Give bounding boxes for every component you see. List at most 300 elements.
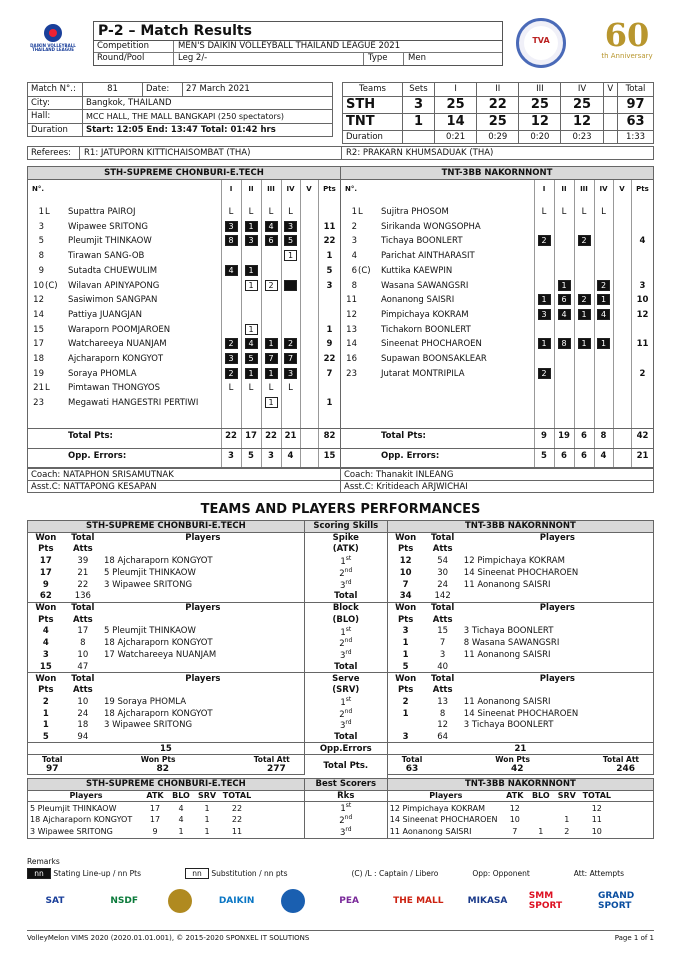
set-points: 1 bbox=[538, 338, 551, 349]
total-value: 6 bbox=[581, 431, 587, 441]
set-cell bbox=[574, 337, 594, 351]
duration-cell: 0:23 bbox=[561, 130, 603, 144]
set-points: 7 bbox=[265, 353, 278, 364]
libero-mark: L bbox=[268, 383, 274, 394]
referees-row bbox=[27, 146, 654, 160]
set-points: 4 bbox=[597, 309, 610, 320]
rank: 2 bbox=[339, 639, 345, 650]
legend-start-chip: nn bbox=[27, 868, 51, 879]
best-team-right: TNT-3BB NAKORNNONT bbox=[387, 778, 653, 790]
best-left-row bbox=[28, 802, 305, 814]
away-asst-coach: Asst.C: Kritideach ARJWICHAI bbox=[341, 481, 654, 493]
player-row bbox=[28, 396, 340, 410]
col-players: Players bbox=[102, 532, 304, 544]
total-value: 8 bbox=[600, 431, 607, 441]
col-header: IV bbox=[599, 185, 608, 193]
player-row bbox=[341, 264, 653, 278]
rank: 1 bbox=[340, 697, 346, 708]
col-atts: Atts bbox=[72, 614, 93, 625]
col-pts: Pts bbox=[28, 684, 64, 696]
set-cell bbox=[534, 205, 554, 219]
player-name: Soraya PHOMLA bbox=[68, 368, 137, 379]
best-row bbox=[390, 791, 651, 800]
best-value: 12 bbox=[509, 803, 520, 813]
set-cell bbox=[281, 220, 300, 234]
best-value: 1 bbox=[204, 803, 210, 813]
set-cell bbox=[261, 337, 281, 351]
perf-team-left: STH-SUPREME CHONBURI-E.TECH bbox=[28, 521, 305, 533]
set-cell bbox=[554, 293, 574, 307]
player-row bbox=[28, 352, 340, 366]
perf-cell bbox=[102, 614, 304, 626]
skill-total: 3 bbox=[387, 731, 423, 743]
total-value: 42 bbox=[636, 431, 649, 441]
perf-row bbox=[28, 743, 654, 755]
best-col-header: SRV bbox=[197, 791, 217, 801]
sat-logo: SAT bbox=[45, 896, 65, 906]
best-value: 17 bbox=[149, 815, 161, 825]
col-players: Players bbox=[462, 673, 654, 685]
set-points: 2 bbox=[538, 368, 551, 379]
rank-suffix: nd bbox=[344, 814, 353, 821]
the-mall-logo: THE MALL bbox=[393, 896, 444, 906]
set-points: 1 bbox=[245, 221, 258, 232]
player-number: 8 bbox=[351, 280, 357, 291]
totals-left bbox=[28, 754, 305, 774]
best-value: 14 Sineenat PHOCHAROEN bbox=[389, 815, 498, 825]
won-pts: 1 bbox=[402, 650, 409, 661]
score-cell: 63 bbox=[618, 113, 654, 130]
best-value: 9 bbox=[152, 827, 158, 837]
score-header: Total bbox=[618, 83, 654, 97]
set-cell bbox=[574, 205, 594, 219]
best-col-header: ATK bbox=[146, 791, 164, 801]
libero-mark: L bbox=[601, 207, 606, 217]
total-pts-label: Total Pts. bbox=[304, 754, 387, 778]
legend-sub: Substitution / nn pts bbox=[211, 869, 288, 878]
perf-row bbox=[28, 567, 654, 579]
player: 5 Pleumjit THINKAOW bbox=[102, 567, 304, 579]
totals-att: 277 bbox=[266, 763, 286, 774]
set-points: 8 bbox=[558, 338, 571, 349]
duration-cell: 1:33 bbox=[618, 130, 654, 144]
best-value: 18 Ajcharaporn KONGYOT bbox=[30, 815, 133, 825]
player-name: Parichat AINTHARASIT bbox=[381, 251, 475, 262]
player: 19 Soraya PHOMLA bbox=[102, 696, 304, 708]
set-points: 6 bbox=[265, 235, 278, 246]
set-cell bbox=[261, 205, 281, 219]
player: 3 Wipawee SRITONG bbox=[102, 719, 304, 731]
skill-total: 142 bbox=[423, 591, 461, 603]
set-cell bbox=[281, 381, 300, 395]
best-value: 10 bbox=[591, 827, 602, 837]
set-cell bbox=[281, 279, 300, 293]
set-points: 1 bbox=[245, 324, 258, 335]
player: 3 Wipawee SRITONG bbox=[102, 579, 304, 591]
col-atts: Atts bbox=[72, 685, 93, 696]
perf-cell bbox=[102, 684, 304, 696]
player: 12 Pimpichaya KOKRAM bbox=[462, 555, 654, 567]
rank-suffix: rd bbox=[345, 825, 352, 833]
col-won: Won bbox=[387, 673, 423, 685]
score-cell: 1 bbox=[403, 113, 435, 130]
set-points: 4 bbox=[225, 265, 238, 276]
set-points: 1 bbox=[578, 309, 591, 320]
player-number: 4 bbox=[351, 251, 357, 262]
total-atts: 10 bbox=[77, 696, 89, 707]
col-total: Total bbox=[64, 673, 102, 685]
set-points: 4 bbox=[245, 338, 258, 349]
coaches-table bbox=[27, 468, 654, 493]
perf-row bbox=[28, 814, 654, 826]
rank-cell bbox=[304, 814, 387, 826]
won-pts: 1 bbox=[402, 638, 409, 649]
royal-emblem-logo-mark bbox=[168, 889, 192, 913]
duration-label: Duration bbox=[28, 123, 83, 137]
set-cell bbox=[554, 308, 574, 322]
player-points: 4 bbox=[639, 236, 646, 247]
won-pts: 17 bbox=[28, 555, 64, 567]
performance-table bbox=[27, 520, 654, 839]
best-col-header: Players bbox=[69, 791, 103, 801]
player-number: 1 bbox=[38, 207, 44, 217]
duration-row-label: Duration bbox=[343, 130, 403, 144]
legend-att: Att: Attempts bbox=[573, 869, 624, 878]
best-right-row bbox=[387, 802, 653, 814]
lineup-grid bbox=[341, 180, 653, 467]
perf-row bbox=[28, 591, 654, 603]
set-points bbox=[284, 280, 297, 291]
libero-mark: L bbox=[228, 207, 234, 217]
set-points: 1 bbox=[538, 294, 551, 305]
perf-cell bbox=[102, 731, 304, 743]
player-number: 11 bbox=[346, 295, 357, 306]
best-value: 4 bbox=[178, 815, 184, 825]
col-total: Total bbox=[64, 532, 102, 544]
player-row bbox=[341, 308, 653, 322]
col-header: II bbox=[248, 185, 254, 193]
libero-mark: L bbox=[248, 383, 254, 394]
score-cell: 12 bbox=[519, 113, 561, 130]
player-number: 8 bbox=[38, 251, 44, 262]
set-cell bbox=[221, 264, 241, 278]
libero-mark: L bbox=[248, 207, 254, 217]
score-cell: 25 bbox=[477, 113, 519, 130]
set-cell bbox=[594, 308, 613, 322]
set-points: 1 bbox=[558, 280, 571, 291]
best-team-left: STH-SUPREME CHONBURI-E.TECH bbox=[28, 778, 305, 790]
player: 11 Aonanong SAISRI bbox=[462, 696, 654, 708]
score-header: III bbox=[519, 83, 561, 97]
score-header: V bbox=[603, 83, 617, 97]
set-points: 2 bbox=[578, 294, 591, 305]
player-name: Tichaya BOONLERT bbox=[381, 236, 463, 247]
skill-total: 136 bbox=[64, 591, 102, 603]
home-asst-coach: Asst.C: NATTAPONG KESAPAN bbox=[28, 481, 341, 493]
player-name: Sujitra PHOSOM bbox=[381, 207, 449, 217]
duration-cell bbox=[603, 130, 617, 144]
perf-row bbox=[28, 696, 654, 708]
player-row bbox=[28, 323, 340, 337]
perf-row bbox=[28, 673, 654, 685]
skill-total: 62 bbox=[28, 591, 64, 603]
set-cell bbox=[241, 323, 261, 337]
set-points: 1 bbox=[245, 280, 258, 291]
perf-row bbox=[28, 544, 654, 556]
col-players: Players bbox=[462, 602, 654, 614]
best-col-header: BLO bbox=[172, 791, 190, 801]
set-cell bbox=[534, 367, 554, 381]
col-players: Players bbox=[102, 673, 304, 685]
set-points: 1 bbox=[284, 250, 297, 261]
rank-suffix: st bbox=[345, 625, 352, 633]
set-points: 1 bbox=[245, 368, 258, 379]
perf-cell bbox=[462, 684, 654, 696]
player-row bbox=[341, 323, 653, 337]
player-number: 12 bbox=[346, 309, 357, 320]
player: 8 Wasana SAWANGSRI bbox=[462, 637, 654, 649]
libero-mark: L bbox=[541, 207, 547, 217]
perf-row bbox=[28, 684, 654, 696]
player-role: L bbox=[45, 383, 50, 394]
won-pts: 17 bbox=[28, 567, 64, 579]
totals-att-label: Total Att bbox=[602, 754, 639, 764]
player-number: 14 bbox=[346, 339, 357, 350]
perf-row bbox=[28, 708, 654, 720]
perf-row bbox=[28, 719, 654, 731]
duration-cell: 0:29 bbox=[477, 130, 519, 144]
best-row bbox=[30, 804, 302, 813]
total-value: 6 bbox=[561, 451, 567, 461]
set-cell bbox=[281, 367, 300, 381]
score-cell: 97 bbox=[618, 96, 654, 113]
fivb-logo-mark bbox=[281, 889, 305, 913]
city: Bangkok, THAILAND bbox=[83, 96, 333, 110]
player-name: Wipawee SRITONG bbox=[68, 221, 148, 232]
set-cell bbox=[241, 337, 261, 351]
set-points: 1 bbox=[265, 338, 278, 349]
won-pts: 3 bbox=[28, 649, 64, 661]
best-value bbox=[528, 815, 554, 824]
daikin-logo: DAIKIN bbox=[218, 896, 255, 906]
total-atts: 15 bbox=[437, 626, 449, 637]
col-header: V bbox=[619, 185, 625, 193]
set-cell bbox=[594, 337, 613, 351]
col-won: Won bbox=[28, 532, 64, 544]
player-points: 22 bbox=[323, 354, 336, 364]
perf-row bbox=[28, 555, 654, 567]
team-name: TNT-3BB NAKORNNONT bbox=[341, 167, 653, 180]
rank-cell bbox=[304, 826, 387, 838]
player-name: Kuttika KAEWPIN bbox=[381, 265, 453, 276]
total-value: 22 bbox=[265, 431, 277, 441]
best-right-row bbox=[387, 814, 653, 826]
player-name: Supattra PAIROJ bbox=[68, 207, 136, 217]
player: 14 Sineenat PHOCHAROEN bbox=[462, 708, 654, 720]
total-value: 19 bbox=[558, 431, 570, 441]
match-info-table bbox=[27, 82, 333, 137]
player: 18 Ajcharaporn KONGYOT bbox=[102, 555, 304, 567]
set-cell bbox=[221, 352, 241, 366]
rank-suffix: rd bbox=[345, 649, 352, 657]
best-value: 11 Aonanong SAISRI bbox=[389, 827, 472, 837]
remarks bbox=[27, 857, 654, 879]
date-label: Date: bbox=[143, 83, 183, 97]
best-value: 1 bbox=[538, 827, 544, 837]
score-cell bbox=[603, 96, 617, 113]
remarks-label: Remarks bbox=[27, 857, 60, 866]
round-value: Leg 2/- bbox=[174, 53, 364, 65]
col-total: Total bbox=[423, 673, 461, 685]
hall-label: Hall: bbox=[28, 110, 83, 124]
best-header-left bbox=[28, 790, 305, 802]
player-row bbox=[28, 264, 340, 278]
perf-team-right: TNT-3BB NAKORNNONT bbox=[387, 521, 653, 533]
player: 3 Tichaya BOONLERT bbox=[462, 626, 654, 638]
perf-row bbox=[28, 614, 654, 626]
totals-values bbox=[390, 764, 651, 774]
best-value: 17 bbox=[149, 803, 161, 813]
total-label: Total bbox=[304, 731, 387, 743]
best-value: 1 bbox=[564, 815, 570, 825]
legend-sub-chip: nn bbox=[185, 868, 209, 879]
col-header: N°. bbox=[32, 185, 45, 193]
player-row bbox=[28, 249, 340, 263]
player-row bbox=[28, 337, 340, 351]
set-points: 1 bbox=[578, 338, 591, 349]
totals-wonpts: 42 bbox=[511, 763, 524, 774]
player-row bbox=[28, 279, 340, 293]
skill-name: Spike bbox=[304, 532, 387, 544]
perf-row bbox=[28, 626, 654, 638]
total-atts: 7 bbox=[439, 638, 446, 649]
duration-cell: 0:21 bbox=[435, 130, 477, 144]
rank-cell bbox=[304, 626, 387, 638]
player-name: Pattiya JUANGJAN bbox=[68, 309, 142, 320]
won-pts: 1 bbox=[402, 708, 409, 719]
player-name: Megawati HANGESTRI PERTIWI bbox=[68, 398, 199, 409]
player-number: 16 bbox=[346, 354, 357, 364]
score-cell: 25 bbox=[435, 96, 477, 113]
referees-label: Referees: bbox=[28, 147, 80, 159]
score-cell: 25 bbox=[519, 96, 561, 113]
match-date: 27 March 2021 bbox=[183, 83, 333, 97]
set-cell bbox=[221, 337, 241, 351]
player-number: 19 bbox=[33, 368, 44, 379]
set-points: 2 bbox=[538, 235, 551, 246]
best-value: 1 bbox=[204, 815, 210, 825]
grand-sport-logo: GRAND SPORT bbox=[597, 891, 635, 911]
player-points: 2 bbox=[639, 368, 646, 379]
won-pts bbox=[387, 719, 423, 731]
association-seal bbox=[516, 18, 566, 68]
set-cell bbox=[221, 220, 241, 234]
best-row bbox=[30, 815, 302, 824]
total-value: 21 bbox=[284, 431, 297, 441]
col-atts: Atts bbox=[432, 614, 453, 625]
player: 11 Aonanong SAISRI bbox=[462, 649, 654, 661]
total-value: 5 bbox=[248, 451, 254, 461]
best-value: 5 Pleumjit THINKAOW bbox=[30, 803, 117, 813]
best-value: 10 bbox=[509, 815, 520, 825]
player-name: Tirawan SANG-OB bbox=[68, 251, 145, 262]
won-pts: 10 bbox=[399, 568, 412, 579]
perf-row bbox=[28, 579, 654, 591]
rks-label: Rks bbox=[304, 790, 387, 802]
sponsor-bar bbox=[27, 882, 654, 920]
perf-cell bbox=[102, 661, 304, 673]
set-cell bbox=[574, 234, 594, 248]
total-atts: 30 bbox=[437, 568, 449, 579]
lineup-total-row bbox=[341, 448, 653, 463]
best-value: 7 bbox=[512, 827, 518, 837]
col-header: I bbox=[542, 185, 546, 193]
player-row bbox=[341, 234, 653, 248]
player-number: 13 bbox=[346, 324, 357, 335]
best-value: 22 bbox=[231, 803, 243, 813]
skill-total: 5 bbox=[387, 661, 423, 673]
col-header: II bbox=[561, 185, 567, 193]
player-name: Pimtawan THONGYOS bbox=[68, 383, 160, 394]
player: 11 Aonanong SAISRI bbox=[462, 579, 654, 591]
lineup-total-row bbox=[28, 448, 340, 463]
league-logo-text: DAIKIN VOLLEYBALL THAILAND LEAGUE bbox=[30, 43, 76, 52]
skill-total: 5 bbox=[28, 731, 64, 743]
best-value: 12 Pimpichaya KOKRAM bbox=[389, 803, 485, 813]
set-points: 2 bbox=[265, 280, 278, 291]
libero-mark: L bbox=[268, 207, 274, 217]
perf-row bbox=[28, 731, 654, 743]
total-value: 3 bbox=[268, 451, 274, 461]
total-label: Total Pts: bbox=[68, 431, 113, 441]
col-header: I bbox=[229, 185, 233, 193]
set-cell bbox=[281, 352, 300, 366]
total-atts: 39 bbox=[77, 556, 89, 567]
rank-cell bbox=[304, 567, 387, 579]
won-pts: 2 bbox=[28, 696, 64, 708]
referee-1: R1: JATUPORN KITTICHAISOMBAT (THA) bbox=[80, 147, 342, 159]
set-cell bbox=[574, 308, 594, 322]
rank-suffix: st bbox=[345, 802, 352, 810]
player: 14 Sineenat PHOCHAROEN bbox=[462, 567, 654, 579]
total-label: Total bbox=[304, 591, 387, 603]
total-value: 4 bbox=[287, 451, 294, 461]
team-lineup-home bbox=[28, 167, 340, 467]
libero-mark: L bbox=[228, 383, 234, 394]
player-row bbox=[341, 279, 653, 293]
set-cell bbox=[221, 381, 241, 395]
won-pts: 1 bbox=[28, 719, 64, 731]
set-points: 3 bbox=[284, 368, 297, 379]
best-col-header: BLO bbox=[531, 791, 550, 801]
total-atts: 18 bbox=[77, 720, 89, 731]
best-col-header: SRV bbox=[557, 791, 576, 801]
best-col-header: Players bbox=[429, 791, 463, 801]
nsdf-logo: NSDF bbox=[110, 896, 139, 906]
set-cell bbox=[574, 293, 594, 307]
totals-total-label: Total bbox=[42, 754, 63, 764]
set-cell bbox=[241, 381, 261, 395]
perf-row bbox=[28, 649, 654, 661]
best-col-header: ATK bbox=[506, 791, 524, 801]
player-name: Wilavan APINYAPONG bbox=[68, 280, 160, 291]
rank: 1 bbox=[340, 804, 346, 814]
rank-cell bbox=[304, 649, 387, 661]
round-label: Round/Pool bbox=[94, 53, 174, 65]
perf-row bbox=[28, 532, 654, 544]
player-name: Aonanong SAISRI bbox=[381, 295, 455, 306]
set-cell bbox=[261, 352, 281, 366]
